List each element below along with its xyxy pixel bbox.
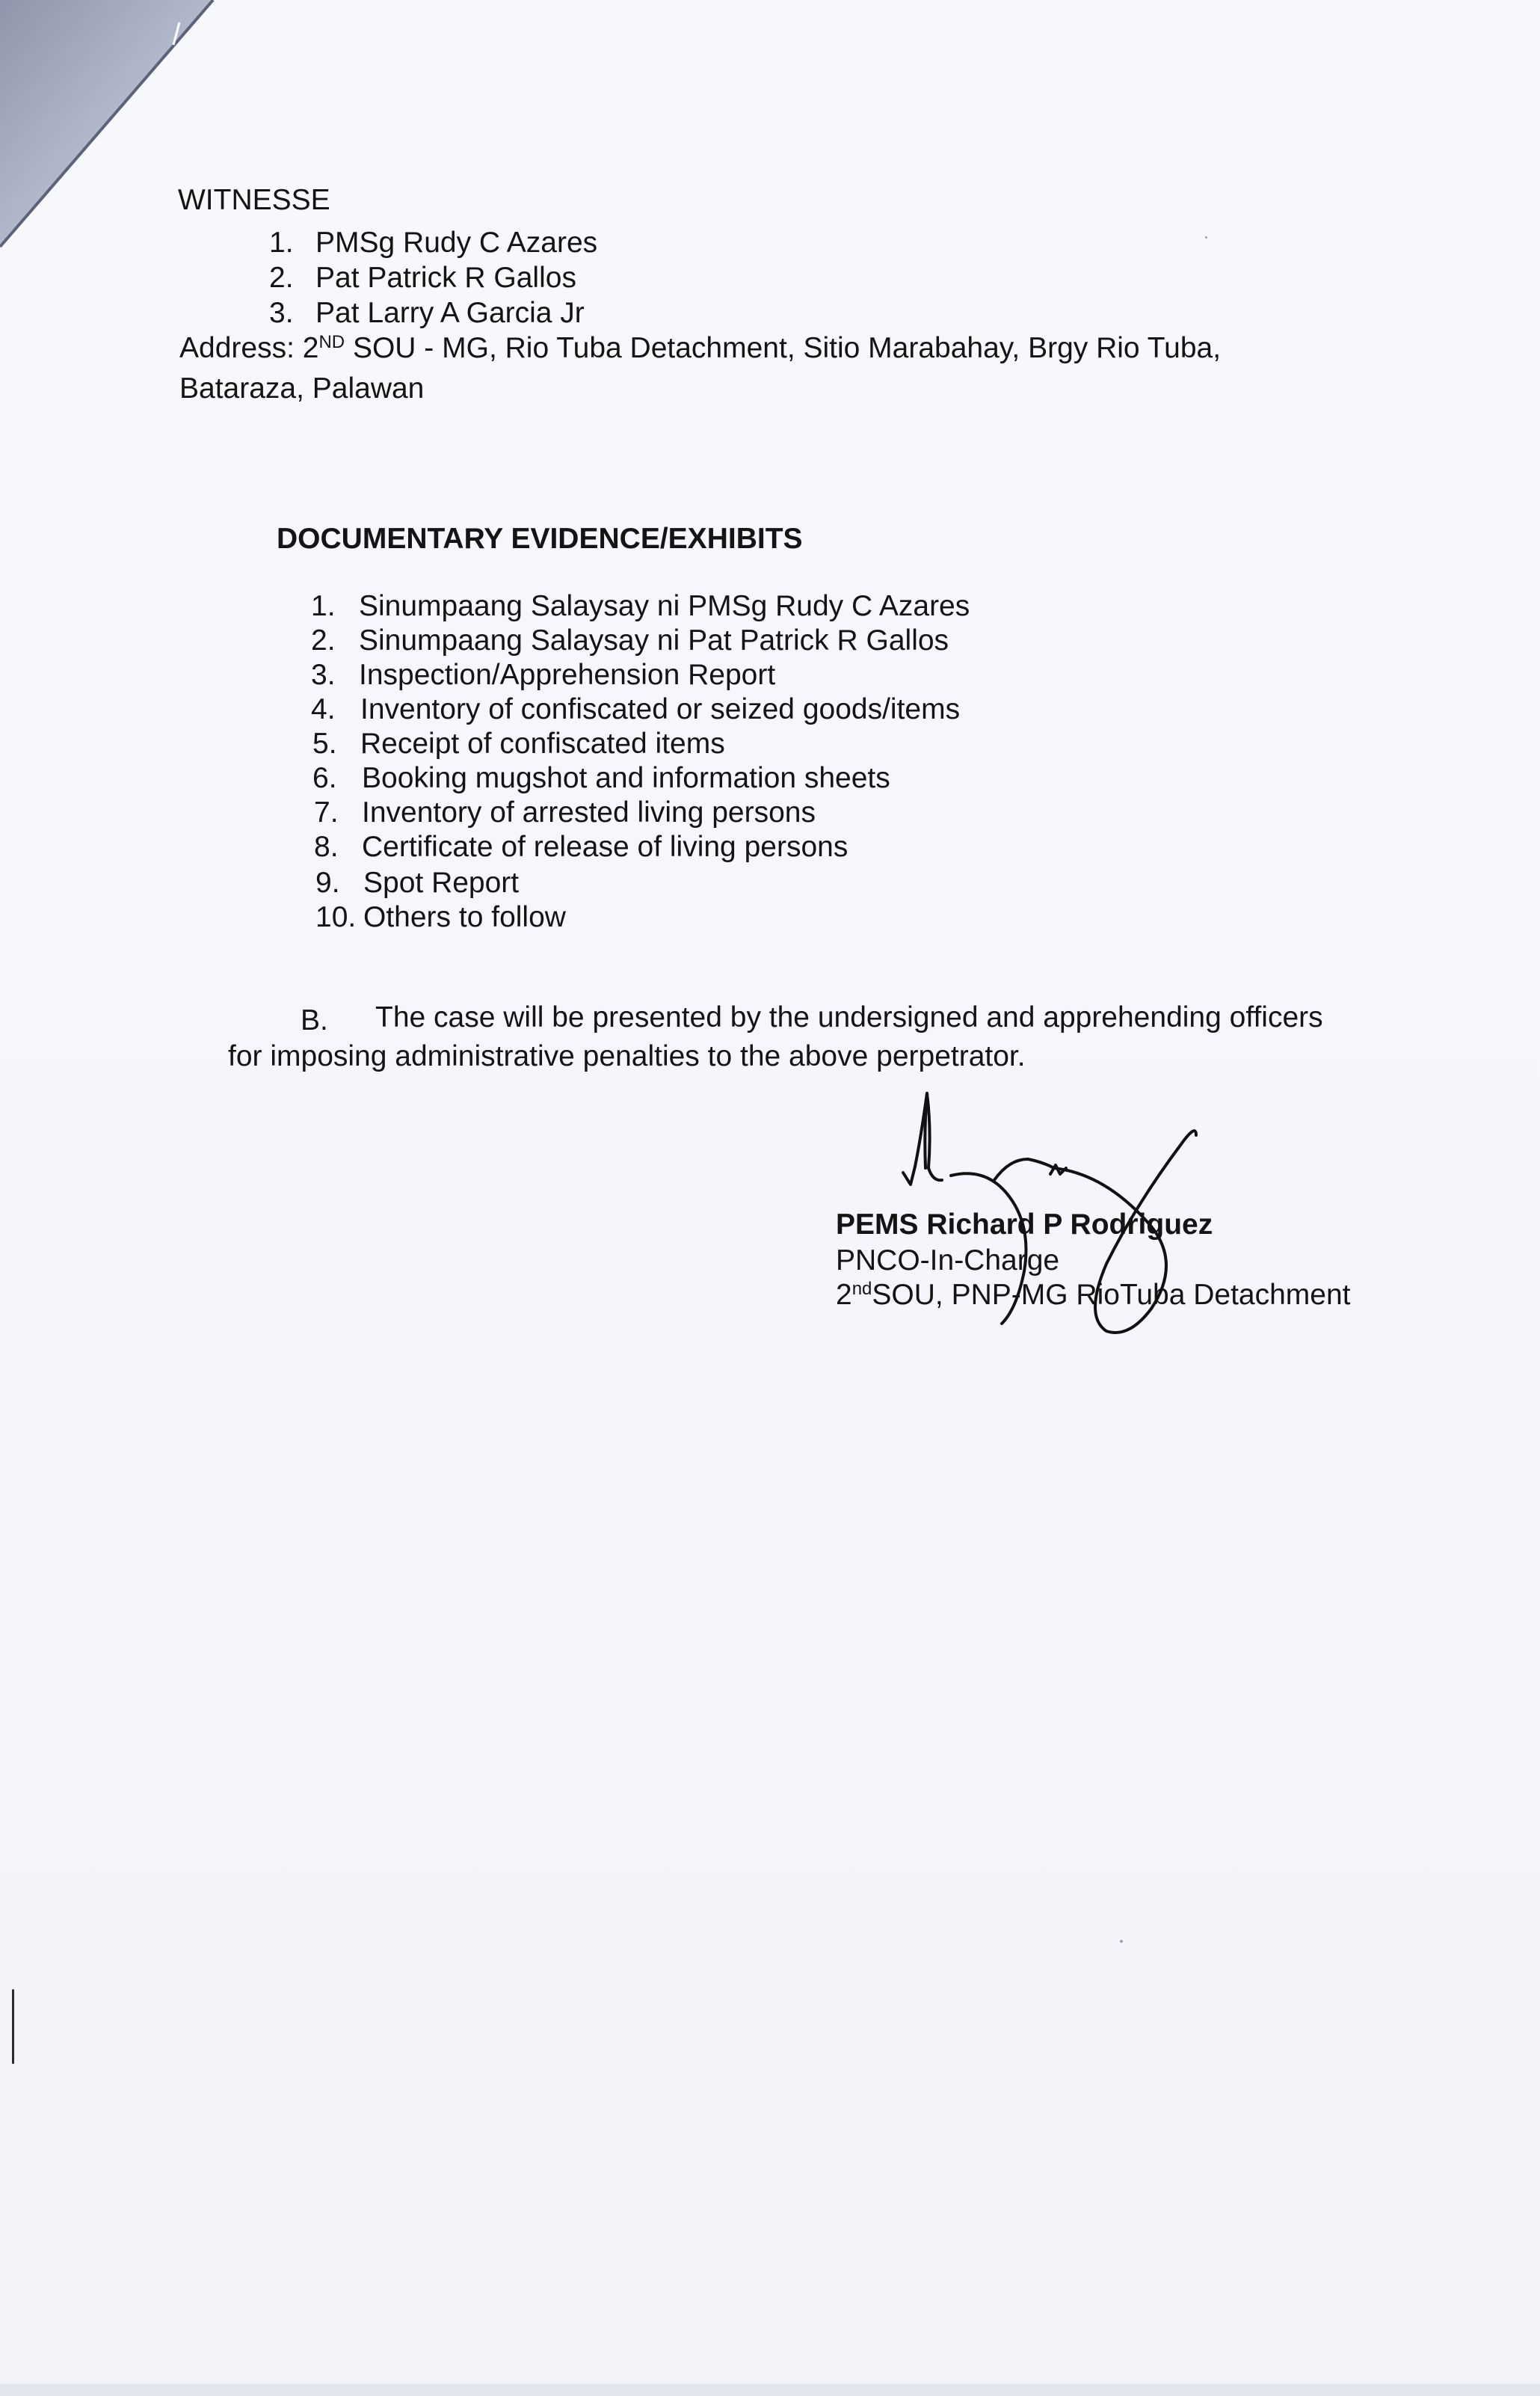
witness-number: 1. [269,227,294,259]
witness-address: Address: 2ND SOU - MG, Rio Tuba Detachment, Sitio Marabahay, Brgy Rio Tuba, [179,331,1222,364]
paper-bottom-edge [0,2384,1540,2396]
signatory-unit: 2ndSOU, PNP-MG RioTuba Detachment [836,1278,1351,1311]
paragraph-b-label: B. [301,1004,328,1036]
signatory-position: PNCO-In-Charge [836,1244,1060,1277]
witness-name: Pat Larry A Garcia Jr [315,297,585,329]
witness-address-line2: Bataraza, Palawan [179,372,425,405]
paragraph-b-line1: The case will be presented by the undersigned and apprehending officers [375,1001,1323,1033]
witness-name: Pat Patrick R Gallos [315,262,576,294]
paper-speck [1120,1940,1123,1943]
witness-name: PMSg Rudy C Azares [315,227,598,259]
witness-number: 2. [269,262,294,294]
paper-speck [1205,236,1207,239]
evidence-heading: DOCUMENTARY EVIDENCE/EXHIBITS [277,523,803,555]
witness-number: 3. [269,297,294,329]
signatory-name: PEMS Richard P Rodriguez [836,1208,1213,1241]
paper-edge-mark [12,1989,14,2064]
document-page: WITNESSE 1. PMSg Rudy C Azares 2. Pat Patrick R Gallos 3. Pat Larry A Garcia Jr Address: 2ND SOU - MG, Rio Tuba Detachment, Sitio Marabahay, Brgy Rio Tuba, Bataraza, Palawan DOCUMENTARY EVIDENCE/EXHIBITS 1. Sinumpaang Salaysay ni PMSg Rudy C Azares 2. Sinumpaang Salaysay ni Pat Patrick R Gallos 3. Inspection/Apprehension Report 4. Inventory of confiscated or seized goods/items 5. Receipt of confiscated items 6. Booking mugshot and information sheets 7. Inventory of arrested living persons 8. Certificate of release of living persons 9. Spot Report 10. Others to follow B. The case will be presented by the undersigned and apprehending officers for imposing administrative penalties to the above perpetrator. PEMS Richard P Rodriguez PNCO-In-Charge 2ndSOU, PNP-MG RioTuba Detachment [0,0,1540,2396]
paragraph-b-line2: for imposing administrative penalties to the above perpetrator. [228,1040,1026,1072]
witnesses-heading: WITNESSE [178,184,330,216]
